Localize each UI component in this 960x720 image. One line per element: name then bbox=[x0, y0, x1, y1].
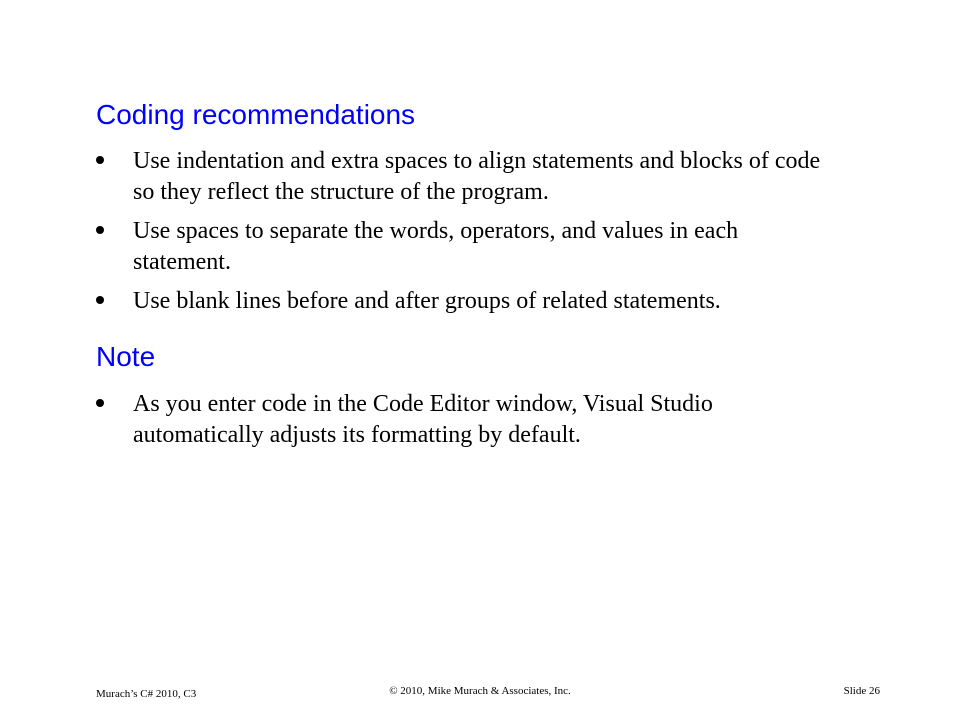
footer-book-title: Murach’s C# 2010, C3 bbox=[96, 688, 197, 700]
bullet-icon bbox=[96, 226, 104, 234]
bullet-icon bbox=[96, 296, 104, 304]
bullet-text: Use indentation and extra spaces to align statements and blocks of code so they reflect the structure of the program. bbox=[133, 148, 821, 205]
section-heading-coding-recommendations: Coding recommendations bbox=[96, 99, 416, 130]
footer-slide-number: Slide 26 bbox=[843, 685, 880, 697]
section-heading-note: Note bbox=[96, 341, 156, 372]
bullet-icon bbox=[96, 156, 104, 164]
footer-copyright: © 2010, Mike Murach & Associates, Inc. bbox=[389, 685, 571, 697]
bullet-icon bbox=[96, 399, 104, 407]
bullet-text: As you enter code in the Code Editor window, Visual Studio automatically adjusts its formatting by default. bbox=[133, 391, 713, 448]
bullet-text: Use spaces to separate the words, operators, and values in each statement. bbox=[133, 218, 739, 275]
bullet-text: Use blank lines before and after groups of related statements. bbox=[133, 288, 721, 314]
